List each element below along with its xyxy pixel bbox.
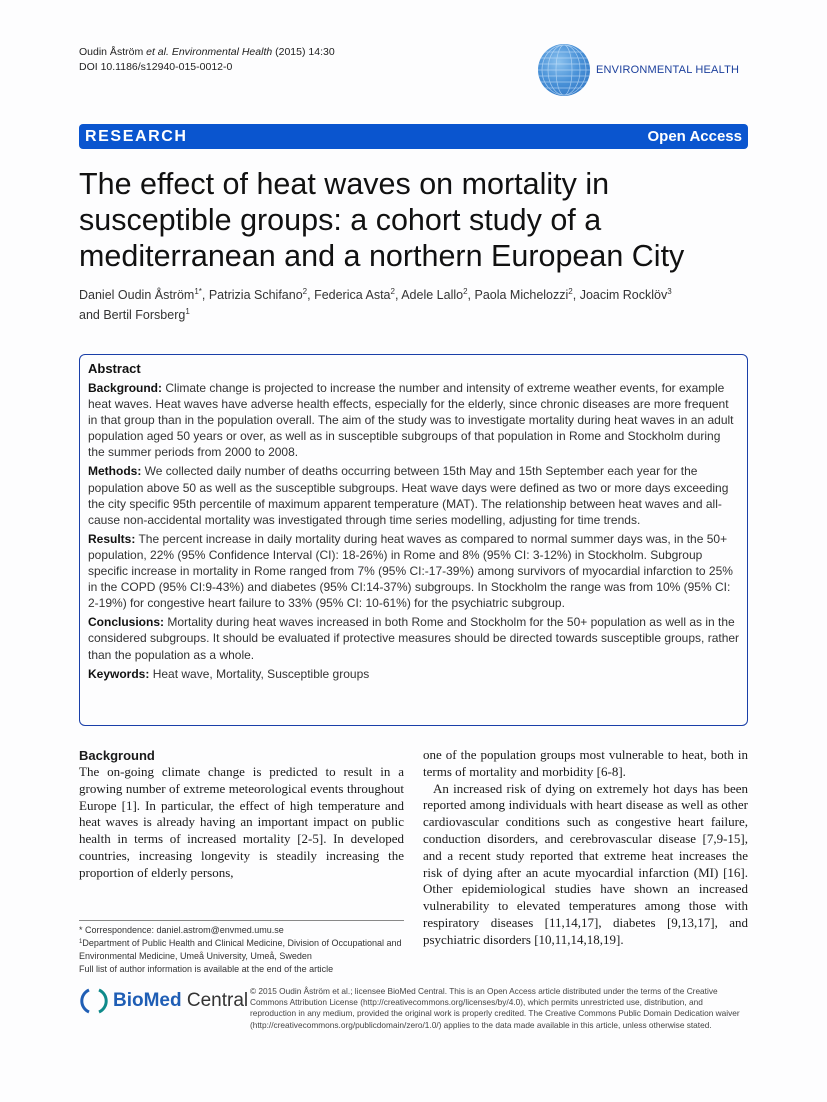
bmc-arc-icon (80, 987, 108, 1015)
body-column-left (79, 747, 404, 882)
author[interactable]: Paola Michelozzi$^2$ (474, 287, 573, 302)
author[interactable]: Federica Asta$^2$ (314, 287, 395, 302)
article-type-label: RESEARCH (85, 127, 188, 145)
body-column-right (423, 747, 748, 949)
article-type-banner (79, 124, 748, 149)
body-paragraph: one of the population groups most vulnerable to heat, both in terms of mortality and morbidity [6-8]. (423, 747, 748, 779)
article-title: The effect of heat waves on mortality in susceptible groups: a cohort study of a mediterranean and a northern European City (79, 167, 685, 273)
author[interactable]: Bertil Forsberg$^1$ (103, 307, 190, 322)
author[interactable]: Patrizia Schifano$^2$ (208, 287, 308, 302)
footnote-divider (79, 920, 404, 921)
citation-header (79, 45, 335, 75)
license-text: © 2015 Oudin Åström et al.; licensee BioMed Central. This is an Open Access article distributed under the terms of the Creative Commons Attribution License (http://creativecommons.org/licenses/by/4.0), which permits unrestricted use, distribution, and reproduction in any medium, provided the original work is properly credited. The Creative Commons Public Domain Dedication waiver (http://creativecommons.org/publicdomain/zero/1.0/) applies to the data made available in this article, unless otherwise stated. (250, 986, 740, 1030)
author[interactable]: Joacim Rocklöv$^3$ (579, 287, 672, 302)
body-paragraph: The on-going climate change is predicted to result in a growing number of extreme meteorological events throughout Europe [1]. In particular, the effect of high temperature and heat waves is already having an important impact on public health in terms of increased mortality [2-5]. In developed countries, increasing longevity is steadily increasing the proportion of elderly persons, (79, 764, 404, 880)
globe-icon (538, 44, 590, 96)
abstract-heading: Abstract (88, 361, 141, 376)
footnotes (79, 924, 409, 976)
journal-name: ENVIRONMENTAL HEALTH (596, 64, 740, 76)
publisher-name: BioMed Central (113, 990, 249, 1011)
abstract-conclusions: Conclusions: Mortality during heat waves increased in both Rome and Stockholm for the 50+ population as well as in the considered subgroups. It should be evaluated if protective measures should be directed towards susceptible groups, rather than the population as a whole. (88, 615, 740, 662)
author[interactable]: Adele Lallo$^2$ (401, 287, 468, 302)
author-info-note: Full list of author information is available at the end of the article (79, 964, 334, 974)
citation-etal: et al. (146, 46, 169, 58)
abstract-keywords: Keywords: Heat wave, Mortality, Susceptible groups (88, 666, 370, 681)
abstract-results: Results: The percent increase in daily mortality during heat waves as compared to normal summer days was, in the 50+ population, 22% (95% Confidence Interval (CI): 18-26%) in Rome and 8% (95% CI: 3-12%) in Stockholm. Subgroup specific increase in mortality in Rome ranged from 7% (95% CI:-17-39%) among survivors of myocardial infarction to 25% in the COPD (95% CI:9-43%) and diabetes (95% CI:14-37%) subgroups. In Stockholm the range was from 10% (95% CI: 2-19%) for congestive heart failure to 33% (95% CI: 10-61%) for the psychiatric subgroup. (88, 531, 733, 611)
author-list: Daniel Oudin Åström$^{1*}$, Patrizia Schifano$^2$, Federica Asta$^2$, Adele Lallo$^2$, Paola Michelozzi$^2$, Joacim Rocklöv$^3$ and Bertil Forsberg$^1$ (79, 287, 672, 322)
open-access-label: Open Access (647, 128, 742, 145)
section-heading-background: Background (79, 748, 155, 763)
body-paragraph: An increased risk of dying on extremely hot days has been reported among individuals with heart disease as well as other cardiovascular conditions such as congestive heart failure, conduction disorders, and cerebrovascular disease [7,9-15], and a recent study reported that extreme heat increases the risk of dying after an acute myocardial infarction (MI) [16]. Other epidemiological studies have shown an increased vulnerability to elevated temperatures among those with respiratory diseases [11,14,17], diabetes [9,13,17], and psychiatric disorders [10,11,14,18,19]. (423, 780, 748, 947)
publisher-logo (80, 987, 248, 1015)
abstract-background: Background: Climate change is projected to increase the number and intensity of extreme weather events, for example heat waves. Heat waves have adverse health effects, especially for the elderly, since chronic diseases are more frequent in that group than in the population overall. The aim of the study was to investigate mortality during heat waves in an adult population aged 50 years or over, as well as in susceptible subgroups of that population in Rome and Stockholm during the summer periods from 2000 to 2008. (88, 381, 734, 460)
citation-authors: Oudin Åström (79, 46, 144, 58)
abstract-methods: Methods: We collected daily number of deaths occurring between 15th May and 15th September each year for the population above 50 as well as the susceptible subgroups. Heat wave days were defined as two or more days exceeding the city specific 95th percentile of maximum apparent temperature (MAT). The relationship between heat waves and all-cause non-accidental mortality was investigated through time series modelling, adjusting for time trends. (88, 464, 729, 527)
author[interactable]: Daniel Oudin Åström$^{1*}$ (79, 287, 202, 302)
affiliation-note: $^1$Department of Public Health and Clinical Medicine, Division of Occupational and Environmental Medicine, Umeå University, Umeå, Sweden (79, 938, 402, 961)
citation-journal: Environmental Health (171, 46, 273, 58)
journal-logo (538, 44, 739, 96)
citation-year-volume: (2015) 14:30 (275, 46, 335, 58)
abstract-box (79, 354, 748, 726)
correspondence-note[interactable]: * Correspondence: daniel.astrom@envmed.umu.se (79, 925, 284, 935)
citation-line (79, 45, 335, 60)
doi[interactable]: DOI 10.1186/s12940-015-0012-0 (79, 61, 233, 73)
